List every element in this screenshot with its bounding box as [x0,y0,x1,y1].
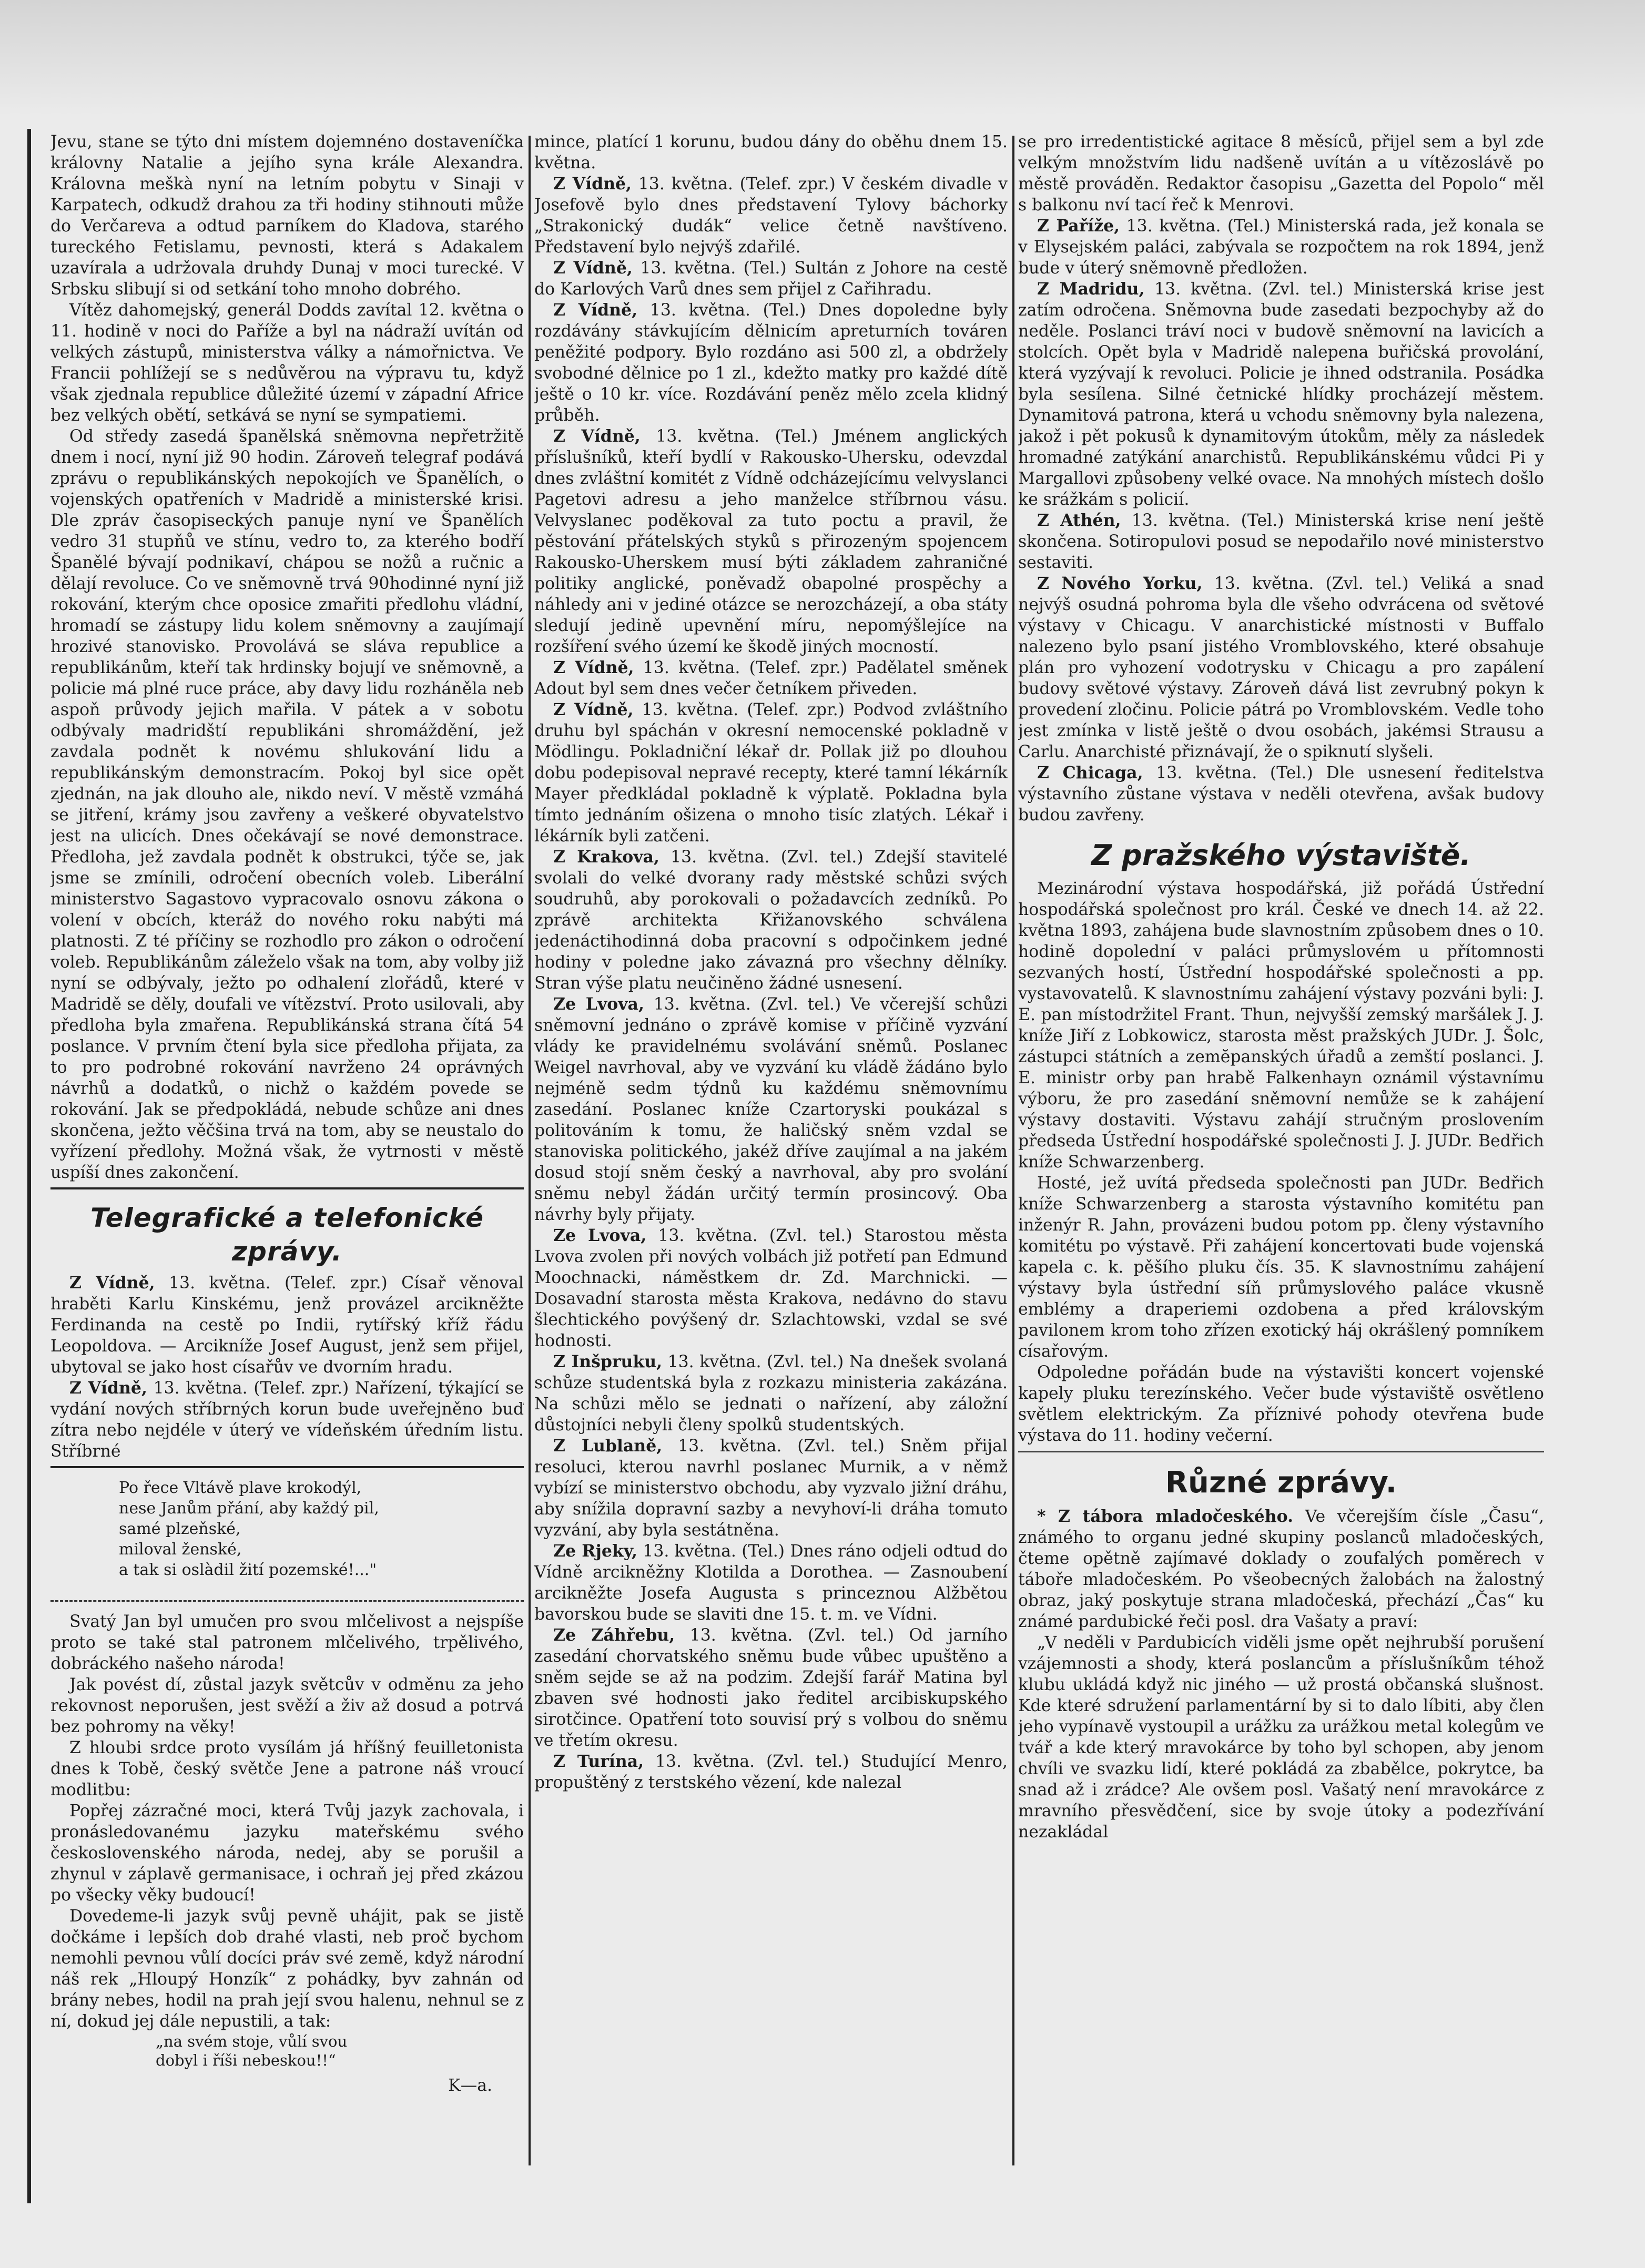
dateline: Z Vídně, [553,426,641,446]
feuilleton-paragraph: Popřej zázračné moci, která Tvůj jazyk zachovala, i pronásledovanému jazyku mateřskému svého československého národa, nedej, aby se porušil a zhynul v záplavě germanisace, i ochraň jej před zkázou po všecky věky budoucí! [50,1802,524,1905]
news-item [1018,573,1544,762]
column-rule-2 [1012,136,1014,2165]
dateline: * Z tábora mladočeského. [1037,1507,1294,1526]
news-item [534,1751,1008,1793]
news-item [1018,1506,1544,1632]
news-item [534,1225,1008,1351]
news-item [534,258,1008,300]
poem-line: nese Janům přání, aby každý pil, [119,1499,379,1518]
dateline: Z Vídně, [553,700,634,719]
news-text: 13. května. (Telef. zpr.) Podvod zvláštního druhu byl spáchán v okresní nemocenské pokladně v Mödlingu. Pokladniční lékař dr. Pollak již po dlouhou dobu podepisoval nepravé recepty, které tamní lékárník Mayer předkládal pokladně k výplatě. Pokladna byla tímto jednáním ošizena o mnoho tisíc zlatých. Lékař i lékárník byli zatčeni. [534,700,1008,846]
section-heading-exhibition: Z pražského výstaviště. [1091,839,1471,872]
column-rule-1 [529,136,531,2165]
section-rule [1018,1451,1544,1452]
dateline: Ze Lvova, [553,994,644,1014]
dateline: Z Vídně, [69,1378,147,1398]
news-text: 13. května. (Zvl. tel.) Ve včerejší schůzi sněmovní jednáno o zprávě komise v příčině vyzvání vlády ke pravidelnému svolávání sněmů. Poslanec Weigel navrhoval, aby ve vyzvání ku vládě žádáno bylo nejméně sedm týdnů ku každému sněmovnímu zasedání. Poslanec kníže Czartoryski poukázal s politováním k tomu, že haličský sněm vzdal se stanoviska politického, jakéž dříve zaujímal a na jakém dosud stojí sněm český a navrhoval, aby pro svolání sněmu nebyl žádán určitý termín prosincový. Oba návrhy byly přijaty. [534,995,1008,1224]
news-text: 13. května. (Tel.) Dnes dopoledne byly rozdávány stávkujícím dělnicím apreturních továren peněžité podpory. Bylo rozdáno asi 500 zl, a obdržely svobodné dělnice po 1 zl., kdežto matky pro každé dítě ještě o 10 kr. více. Rozdávání peněz mělo zcela klidný průběh. [534,301,1008,425]
poem-line: Po řece Vltávě plave krokodýl, [119,1479,362,1497]
dateline: Ze Rjeky, [553,1541,637,1561]
article-paragraph: Vítěz dahomejský, generál Dodds zavítal 12. května o 11. hodině v noci do Paříže a byl na nádraží uvítán od velkých zástupů, ministerstva války a námořnictva. Ve Francii pohlížejí se s nedůvěrou na výpravu tu, když však zjednala republice důležité území v západní Africe bez velkých obětí, setkává se nyní se sympatiemi. [50,301,524,425]
news-text: 13. května. (Tel.) Sultán z Johore na cestě do Karlových Varů dnes sem přijel z Cařihradu. [534,259,1008,299]
left-border-rule [27,129,31,2203]
verse-line: „na svém stoje, vůlí svou [156,2032,348,2050]
closing-verse [50,2032,524,2070]
news-item [534,657,1008,699]
news-text: 13. května. (Tel.) Dnes ráno odjeli odtud do Vídně arcikněžny Klotilda a Dorothea. — Zasnoubení arcikněžte Josefa Augusta s princeznou Alžbětou bavorskou bude se slaviti dne 15. t. m. ve Vídni. [534,1542,1008,1624]
news-item [1018,279,1544,510]
news-item [1018,762,1544,826]
column-2 [534,131,1008,2172]
news-item [50,1273,524,1378]
dateline: Z Nového Yorku, [1037,574,1203,593]
news-text: 13. května. (Telef. zpr.) Císař věnoval hraběti Karlu Kinskému, jenž provázel arcikněžte Ferdinanda na cestě po Indii, rytířský kříž řádu Leopoldova. — Arcikníže Josef August, jenž sem přijel, ubytoval se jako host císařův ve dvorním hradu. [50,1274,524,1377]
dateline: Z Vídně, [553,258,633,278]
dateline: Z Athén, [1037,511,1121,530]
news-text: Ve včerejším čísle „Času“, známého to organu jedné skupiny poslanců mladočeských, čteme opětně zajímavé doklady o zoufalých poměrech v táboře mladočeském. Po všeobecných žalobách na žalostný obraz, jaký poskytuje strana mladočeská, přechází „Čas“ ku známé pardubické řeči posl. dra Vašaty a praví: [1018,1507,1544,1631]
news-item [534,1351,1008,1436]
news-item [1018,510,1544,573]
section-rule [50,1187,524,1189]
author-signature: K—a. [448,2076,492,2095]
article-paragraph: Mezinárodní výstava hospodářská, již pořádá Ústřední hospodářská společnost pro král. České ve dnech 14. až 22. května 1893, zahájena bude slavnostním způsobem dnes o 10. hodině dopolední v paláci průmyslovém u přítomnosti sezvaných hostí, Ústřední hospodářské společnosti a pp. vystavovatelů. K slavnostnímu zahájení výstavy pozváni byli: J. E. pan místodržitel Frant. Thun, nejvyšší zemský maršálek J. J. kníže Jiří z Lobkowicz, starosta měst pražských JUDr. J. Šolc, zástupci státních a zemĕpanských úřadů a zemští poslanci. J. E. ministr orby pan hrabě Falkenhayn oznámil výstavnímu výboru, že pro zasedání sněmovní nemůže se k zahájení výstavy dostaviti. Výstavu zahájí stručným proslovením předseda Ústřední hospodářské společnosti J. J. JUDr. Bedřich kníže Schwarzenberg. [1018,879,1544,1172]
verse-line: dobyl i říši nebeskou!!“ [156,2051,336,2069]
news-text: 13. května. (Tel.) Ministerská krise není ještě skončena. Sotiropulovi posud se nepodařilo nové ministerstvo sestaviti. [1018,511,1544,572]
news-item [1018,216,1544,279]
dateline: Z Lublaně, [553,1436,663,1456]
column-1 [50,131,524,2172]
news-text: 13. května. (Zvl. tel.) Veliká a snad nejvýš osudná pohroma byla dle všeho odvrácena od světové výstavy v Chicagu. V anarchistické místnosti v Buffalo nalezeno bylo psaní jistého Vromblovského, které obsahuje plán pro vyhození vodotrysku v Chicagu a pro zapálení budovy světové výstavy. Zároveň dává list zevrubný pokyn k provedení zločinu. Policie pátrá po Vromblovském. Vedle toho jest zmínka v listě ještě o dvou osobách, jakémsi Strausu a Carlu. Anarchisté přiznávají, že o spiknutí slyšeli. [1018,574,1544,761]
news-text: 13. května. (Tel.) Dle usnesení ředitelstva výstavního zůstane výstava v neděli otevřena, avšak budovy budou zavřeny. [1018,764,1544,825]
news-item [534,300,1008,426]
news-text: 13. května. (Telef. zpr.) Nařízení, týkající se vydání nových stříbrných korun bude uveřejněno buď zítra nebo nejdéle v úterý ve vídeňském úředním listu. Stříbrné [50,1379,524,1461]
article-paragraph: Jevu, stane se týto dni místem dojemnéno dostaveníčka královny Natalie a jejího syna krále Alexandra. Královna meškà nyní na letním pobytu v Sinaji v Karpatech, odkudž drahou za tři hodiny stihnouti může do Verčareva a odtud parníkem do Kladova, starého tureckého Fetislamu, pevnosti, která s Adakalem uzavírala a udržovala druhdy Dunaj v moci turecké. V Srbsku slibují si od setkání toho mnoho dobrého. [50,133,524,299]
poem-line: miloval ženské, [119,1540,242,1559]
dateline: Z Vídně, [553,174,632,194]
poem-line: samé plzeňské, [119,1520,241,1538]
news-item [534,994,1008,1225]
dashed-divider [50,1600,524,1602]
news-item [534,1625,1008,1751]
feuilleton-paragraph: Svatý Jan byl umučen pro svou mlčelivost a nejspíše proto se také stal patronem mlčelivého, trpělivého, dobráckého našeho národa! [50,1612,524,1673]
news-text: 13. května. (Zvl. tel.) Od jarního zasedání chorvatského sněmu bude vůbec upuštěno a sněm sejde se až na podzim. Zdejší farář Matina byl zbaven své hodnosti jako ředitel arcibiskupského sirotčince. Opatření toto souvisí prý s volbou do sněmu ve třetím okresu. [534,1626,1008,1750]
article-paragraph: Odpoledne pořádán bude na výstavišti koncert vojenské kapely pluku terezínského. Večer bude výstaviště osvětleno světlem elektrickým. Za příznivé pohody otevřena bude výstava do 11. hodiny večerní. [1018,1363,1544,1445]
news-text: 13. května. (Tel.) Jménem anglických příslušníků, kteří bydlí v Rakousko-Uhersku, odevzdal dnes zvláštní komitét z Vídně odcházejícímu velvyslanci Pagetovi adresu a jeho manželce stříbrnou vásu. Velvyslanec poděkoval za tuto poctu a pravil, že pěstování přátelských styků s přirozeným spojencem Rakousko-Uherskem musí býti základem zahraničné politiky anglické, poněvadž obapolné prospěchy a náhledy ani v jediné otázce se nerozcházejí, a oba státy sledují jedině upevnění míru, nepomýšlejíce na rozšíření svého území ke škodě jiných mocností. [534,427,1008,656]
news-text: 13. května. (Zvl. tel.) Sněm přijal resoluci, kterou navrhl poslanec Murnik, a v němž vybízí se ministerstvo obchodu, aby vyzvalo jižní dráhu, aby snížila dopravní sazby a nevyhoví-li dráha tomuto vyzvání, aby byla sestátněna. [534,1437,1008,1540]
section-heading-miscellaneous: Různé zprávy. [1165,1466,1397,1500]
article-paragraph: Hosté, jež uvítá předseda společnosti pan JUDr. Bedřich kníže Schwarzenberg a starosta výstavního komitétu pan inženýr R. Jahn, provázeni budou potom pp. členy výstavního komitétu po výstavě. Při zahájení koncertovati bude vojenská kapela c. k. pěšího pluku čís. 35. K slavnostnímu zahájení výstavy byla ústřední síň průmyslového paláce vkusně emblémy a draperiemi ozdobena a před královským pavilonem krom toho zřízen exotický háj okrášlený pomníkem císařovým. [1018,1174,1544,1361]
news-text: 13. května. (Zvl. tel.) Na dnešek svolaná schůze studentská byla z rozkazu ministeria zakázána. Na schůzi mělo se jednati o nařízení, aby záložní důstojníci nebyli členy spolků studentských. [534,1352,1008,1435]
news-text: 13. května. (Tel.) Ministerská rada, jež konala se v Elysejském paláci, zabývala se rozpočtem na rok 1894, jenž bude v úterý sněmovně předložen. [1018,217,1544,278]
dateline: Z Krakova, [553,847,659,867]
news-item [534,1541,1008,1625]
news-text: 13. května. (Zvl. tel.) Zdejší stavitelé svolali do velké dvorany rady městské schůzi svých soudruhů, aby porokovali o požadavcích zedníků. Po zprávě architekta Křižanovského schválena jedenáctihodinná doba pracovní s odpočinkem jedné hodiny v poledne jako závazná pro všechny dělníky. Stran výše platu neučiněno žádné usnesení. [534,848,1008,993]
news-text: 13. května. (Telef. zpr.) V českém divadle v Josefově bylo dnes představení Tylovy báchorky „Strakonický dudák“ velice četně navštíveno. Představení bylo nejvýš zdařilé. [534,175,1008,257]
section-heading-telegraphic: Telegrafické a telefonické zprávy. [90,1203,484,1267]
dateline: Z Vídně, [553,300,638,320]
feuilleton-paragraph: Z hloubi srdce proto vysílám já hříšný feuilletonista dnes k Tobě, český světče Jene a patrone náš vroucí modlitbu: [50,1738,524,1799]
dateline: Z Paříže, [1037,216,1120,236]
news-item [534,1436,1008,1541]
dateline: Z Madridu, [1037,279,1145,299]
news-text: 13. května. (Zvl. tel.) Starostou města Lvova zvolen při nových volbách již potřetí pan Edmund Moochnacki, náměstkem dr. Zd. Marchnicki. — Dosavadní starosta města Krakova, nedávno do stavu šlechtického povýšený dr. Szlachtowski, vzdal se své hodnosti. [534,1226,1008,1350]
news-text: 13. května. (Zvl. tel.) Studující Menro, propuštěný z terstského vězení, kde nalezal [534,1752,1008,1792]
article-paragraph: Od středy zasedá španělská sněmovna nepřetržitě dnem i nocí, nyní již 90 hodin. Zároveň telegraf podává zprávu o republikánských nepokojích ve Španělích, o vojenských opatřeních v Madridě a ministerské krisi. Dle zpráv časopiseckých panuje nyní ve Španělích vedro 31 stupňů ve stínu, vedro to, za kterého bodří Španělé bývají podnikaví, chápou se nožů a ručnic a dělají revoluce. Co ve sněmovně trvá 90hodinné nyní již rokování, kterým chce oposice zmařiti předlohu vládní, hromadí se zástupy lidu kolem sněmovny a zaujímají hrozivé stanovisko. Provolává se sláva republice a republikánům, kteří tak hrdinsky bojují ve sněmovně, a policie má plné ruce práce, aby davy lidu rozháněla neb aspoň průvody jejich mařila. V pátek a v sobotu odbývaly madridští republikáni shromáždění, jež zavdala podnět k novému shlukování lidu a republikánským demonstracím. Pokoj byl sice opět zjednán, na jak dlouho ale, nikdo neví. V městě vzmáhá se jitření, krámy jsou zavřeny a veškeré obyvatelstvo jest na ulicích. Dnes očekávají se nové demonstrace. Předloha, jež zavdala podnět k obstrukci, týče se, jak jsme se zmínili, odročení obecních voleb. Liberální ministerstvo Sagastovo vypracovalo osnovu zákona o volení v obcích, kteráž do nového roku nabýti má platnosti. Z té příčiny se rozhodlo pro zákon o odročení voleb. Republikánům záleželo však na tom, aby volby již nyní se odbývaly, ježto po odhalení zlořádů, které v Madridě se děly, doufali ve vítězství. Proto usilovali, aby předloha byla zmařena. Republikánská strana čítá 54 poslance. V prvním čtení byla sice předloha přijata, za to pro podrobné rokování navrženo 24 oprávných návrhů a dodatků, o nichž o každém povede se rokování. Jak se předpokládá, nebude schůze ani dnes skončena, ježto věčšina trvá na tom, aby se neustalo do vyřízení předlohy. Možná však, že vytrnosti v městě uspíší dnes zakončení. [50,427,524,1182]
news-item [50,1378,524,1462]
article-paragraph: se pro irredentistické agitace 8 měsíců, přijel sem a byl zde velkým množstvím lidu nadšeně uvítán a u vítězoslávě po městě prováděn. Redaktor časopisu „Gazetta del Popolo“ měl s balkonu nví tací řeč k Menrovi. [1018,133,1544,215]
feuilleton-paragraph: Jak povést dí, zůstal jazyk světcův v odměnu za jeho rekovnost neporušen, jest svěží a živ až dosud a potrvá bez pohromy na věky! [50,1675,524,1736]
dateline: Z Inšpruku, [553,1352,663,1371]
dateline: Z Vídně, [69,1273,155,1293]
feuilleton-poem [50,1468,524,1586]
article-paragraph: „V neděli v Pardubicích viděli jsme opět nejhrubší porušení vzájemnosti a shody, která poslancům a příslušníkům téhož klubu ukládá když nic jiného — už prostá občanská slušnost. Kde které sdružení parlamentární by si to dalo líbiti, aby člen jeho vypínavě vystoupil a urážku za urážkou metal kolegům ve tvář a kde který mravokárce by toho byl schopen, aby jenom chvíli ve svazku lidí, které pokládá za zbabělce, pokrytce, ba snad až i zrádce? Ale ovšem posl. Vašatý není mravokárce z mravního přesvědčení, sice by svoje útoky a podezřívání nezakládal [1018,1633,1544,1842]
dateline: Ze Záhřebu, [553,1625,675,1645]
news-text: 13. května. (Telef. zpr.) Padělatel směnek Adout byl sem dnes večer četníkem přiveden. [534,658,1008,698]
column-3 [1018,131,1544,2172]
news-item [534,426,1008,657]
news-item [534,847,1008,994]
dateline: Ze Lvova, [553,1226,647,1245]
dateline: Z Chicaga, [1037,763,1143,782]
news-item [534,174,1008,258]
feuilleton-paragraph: Dovedeme-li jazyk svůj pevně uhájit, pak se jistě dočkáme i lepších dob drahé vlasti, neb proč bychom nemohli pevnou vůlí docíci práv své země, když národní náš rek „Hloupý Honzík“ z pohádky, byv zahnán od brány nebes, hodil na prah její svou halenu, nehnul se z ní, dokud jej dále nepustili, a tak: [50,1907,524,2031]
poem-line: a tak si oslàdil žití pozemské!..." [119,1561,377,1579]
page-top-shadow [0,0,1645,116]
news-item [534,699,1008,847]
article-paragraph: mince, platící 1 korunu, budou dány do oběhu dnem 15. května. [534,133,1008,172]
news-text: 13. května. (Zvl. tel.) Ministerská krise jest zatím odročena. Sněmovna bude zasedati bezpochyby až do neděle. Poslanci tráví noci v budově sněmovní na lavicích a stolcích. Opět byla v Madridě nalepena buřičská provolání, která vyzývají k revoluci. Policie je ihned odstranila. Posádka byla sesílena. Silné četnické hlídky procházejí městem. Dynamitová patrona, která u vchodu sněmovny byla nalezena, jakož i pět pokusů k dynamitovým útokům, měly za následek hromadné zatýkání anarchistů. Republikánskému vůdci Pi y Margallovi způsobeny velké ovace. Na mnohých místech došlo ke srážkám s policií. [1018,280,1544,509]
dateline: Z Turína, [553,1752,644,1771]
dateline: Z Vídně, [553,658,634,677]
